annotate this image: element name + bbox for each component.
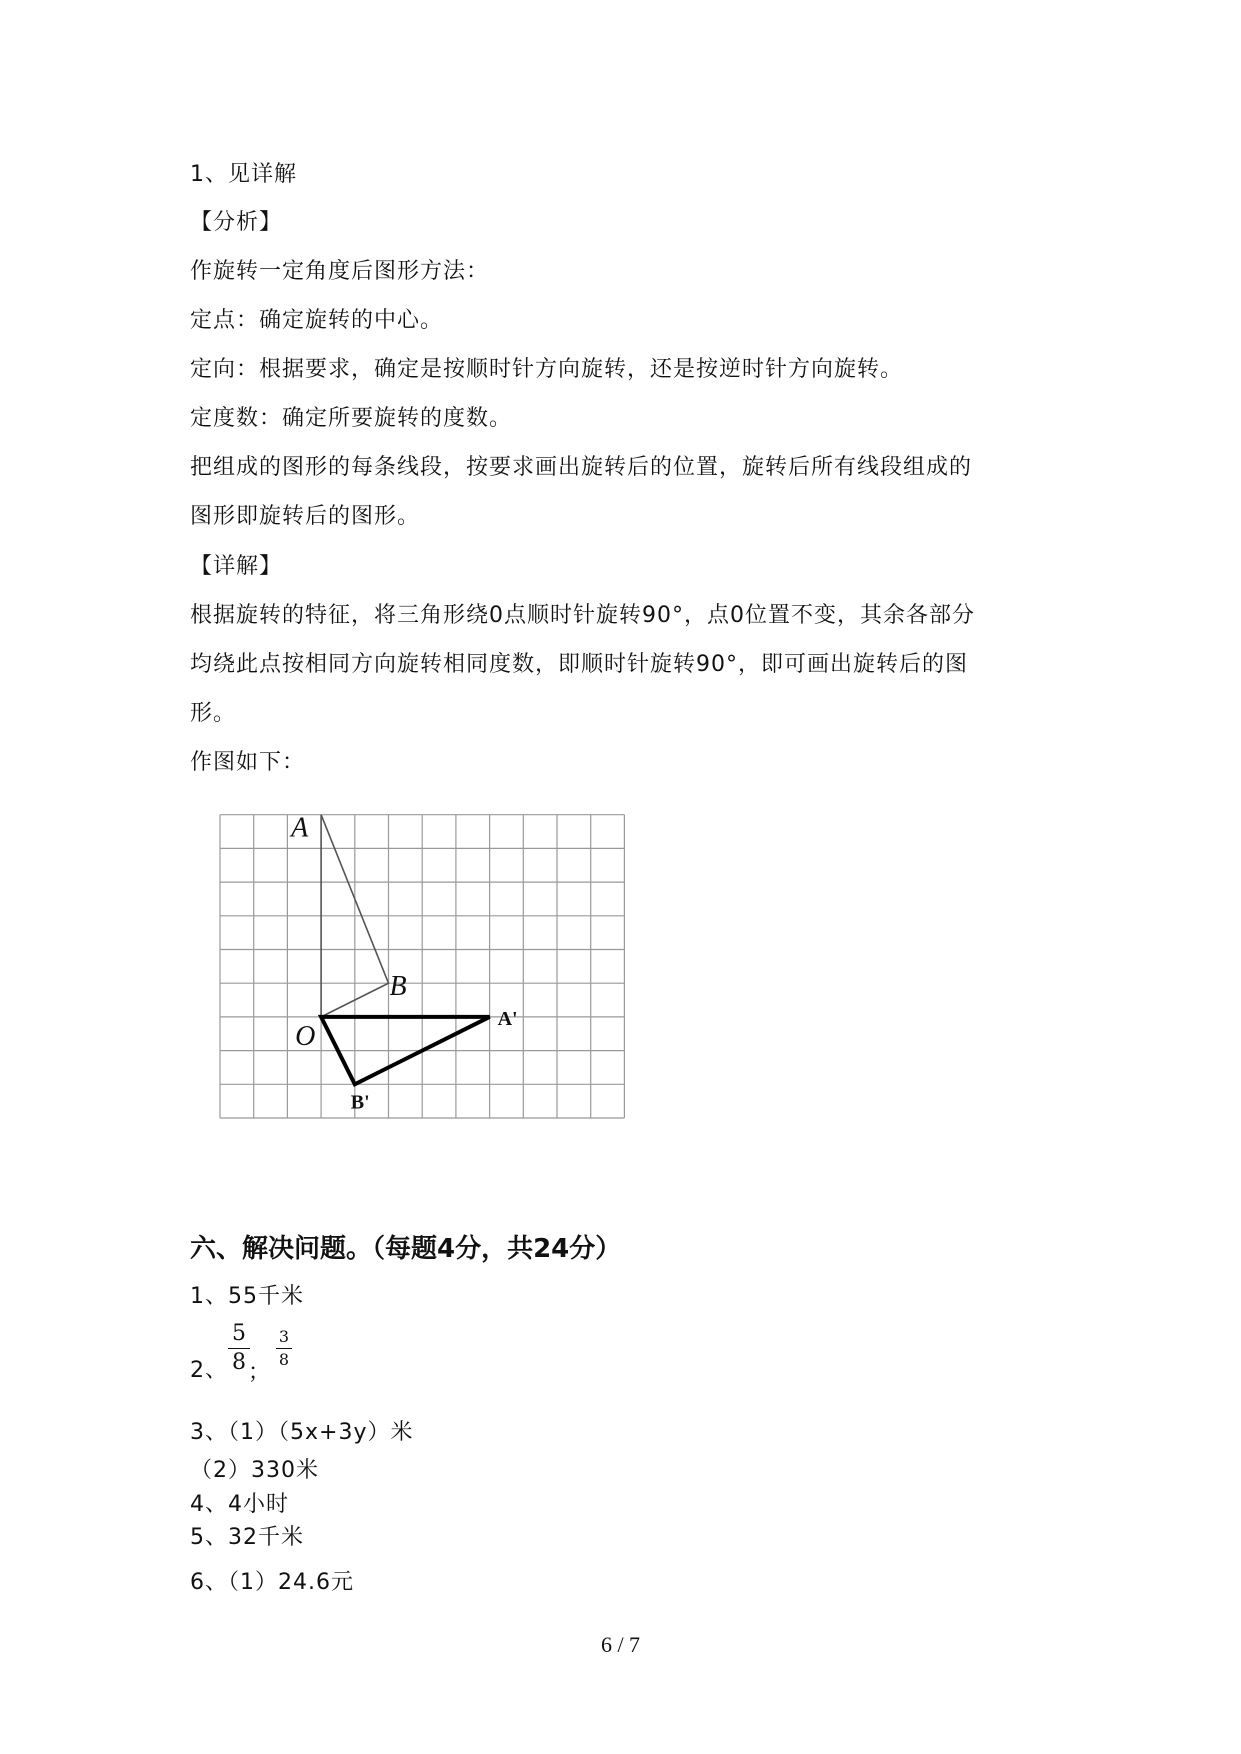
fraction-three-eighths xyxy=(276,1326,292,1371)
grid xyxy=(220,812,624,1118)
answer-6-2-separator: ； xyxy=(248,1360,272,1385)
fraction-numerator: 5 xyxy=(232,1321,246,1346)
answer-6-3-2: （2）330米 xyxy=(190,1458,319,1483)
fraction-five-eighths xyxy=(228,1320,250,1377)
answer-6-6-1: 6、（1）24.6元 xyxy=(190,1570,354,1595)
detail-line-2: 均绕此点按相同方向旋转相同度数，即顺时针旋转90°，即可画出旋转后的图 xyxy=(190,652,968,677)
draw-intro: 作图如下： xyxy=(190,750,306,775)
label-o: O xyxy=(295,1020,316,1052)
fraction-denominator: 8 xyxy=(278,1350,290,1369)
analysis-line-1: 作旋转一定角度后图形方法： xyxy=(190,259,490,284)
answer-6-4: 4、4小时 xyxy=(190,1492,289,1517)
detail-label: 【详解】 xyxy=(190,554,283,579)
analysis-line-4: 定度数：确定所要旋转的度数。 xyxy=(190,406,513,431)
detail-line-1: 根据旋转的特征，将三角形绕0点顺时针旋转90°，点0位置不变，其余各部分 xyxy=(190,603,975,628)
answer-6-1: 1、55千米 xyxy=(190,1284,304,1309)
answer-1: 1、见详解 xyxy=(190,162,297,187)
label-b: B xyxy=(389,971,407,1003)
fraction-numerator: 3 xyxy=(278,1327,290,1346)
analysis-line-2: 定点：确定旋转的中心。 xyxy=(190,308,444,333)
label-a: A xyxy=(291,812,309,844)
fraction-denominator: 8 xyxy=(232,1350,246,1375)
label-a-prime: A' xyxy=(497,1007,518,1030)
analysis-label: 【分析】 xyxy=(190,210,283,235)
analysis-line-5: 把组成的图形的每条线段，按要求画出旋转后的位置，旋转后所有线段组成的 xyxy=(190,455,973,480)
detail-line-3: 形。 xyxy=(190,701,237,726)
section-six-heading: 六、解决问题。（每题4分，共24分） xyxy=(190,1234,622,1264)
analysis-line-6: 图形即旋转后的图形。 xyxy=(190,504,421,529)
answer-6-5: 5、32千米 xyxy=(190,1525,304,1550)
page-number: 6 / 7 xyxy=(600,1632,641,1657)
label-b-prime: B' xyxy=(350,1091,370,1114)
analysis-line-3: 定向：根据要求，确定是按顺时针方向旋转，还是按逆时针方向旋转。 xyxy=(190,357,904,382)
answer-6-3-1: 3、（1）（5x+3y）米 xyxy=(190,1420,414,1445)
answer-6-2-prefix: 2、 xyxy=(190,1358,228,1383)
